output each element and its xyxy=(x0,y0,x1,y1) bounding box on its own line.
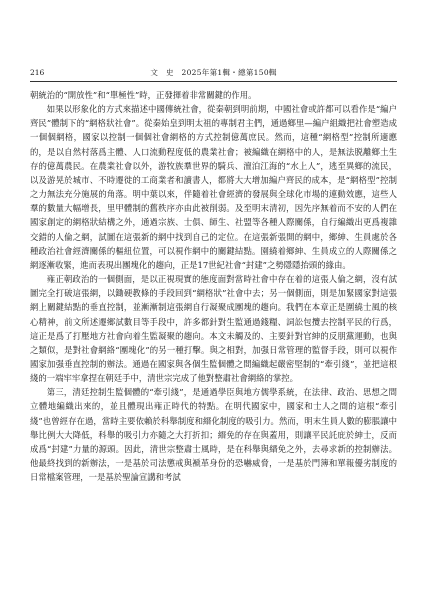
journal-title: 文 史 2025年第1輯・總第150輯 xyxy=(150,68,277,77)
header-rule xyxy=(30,81,397,82)
paragraph: 雍正朝政治的一個側面，是以正視現實的態度面對當時社會中存在着的這張人倫之網，沒有試圖完全打破這張網，以鋤硬教條的手段回到“網格狀”社會中去；另一個側面，則是加緊國家對這張網上關鍵結點的垂直控制，並漸漸制這張網自行凝聚成團塊的趨向。我們在本章正是圍繞士風的核心精神，前文所述遷鄉試數目等手段中，許多都針對生監通過錢糧、詞訟包攬去控制平民的行爲，這正是爲了打壓地方社會向着生監凝聚的趨向。本文未觸及的、主要針對官紳的反朋黨運動，也與之類似，是對社會網絡“團塊化”的另一種打擊。與之相對，加强日常管理的監督手段，則可以視作國家加强垂直控制的辦法。通過在國家與各個生監個體之間編織起嚴密堅制的“牽引綫”，並把這根綫的一端牢牢拿捏在朝廷手中，清世宗完成了他對整肅社會網絡的掌控。 xyxy=(30,274,397,384)
running-header xyxy=(30,67,397,79)
paragraph: 如果以形象化的方式來描述中國傳統社會，從秦朝到明前期，中國社會或許都可以看作是“編户齊民”體制下的“網格狀社會”。從秦始皇到明太祖的專制君主們，通過鄉里—編户組織把社會塑造成一個個網格，國家以控制一個個社會網格的方式控制億萬庶民。然而，這種“網格型”控制所適應的，是以自然村落爲主體、人口流動程度低的農業社會；被編織在網格中的人，是無法脱離鄉土生存的億萬農民。在農業社會以外，游牧族羣世界的騎兵、澶泊江海的“水上人”，逃至異鄉的流民，以及游晃於城市、不時遷徙的工商業者和讀書人，都將大大增加編户齊民的成本，是“網格型”控制之力無法充分施展的角落。明中葉以來，伴隨着社會經濟的發展與全球化市場的連動效應，這些人羣的數量大幅增長，里甲體制的舊秩序亦由此被削弱。及至明末清初，因先序無着而不安的人們在國家創定的網格狀結構之外，通過宗族、士俱、師生、社盟等各種人際關係，自行編織出更爲複雜交錯的人倫之網，試圖在這張新的網中找到自己的定位。在這張新張開的網中，鄉紳、生員處於各種政治社會經濟關係的樞紐位置，可以視作網中的關鍵結點。園繞着鄉紳、生員成立的人際關係之網逐漸收緊，進而表現出團塊化的趨向，正是17世紀社會“封建”之勢隱隱抬頭的緣由。 xyxy=(30,104,397,270)
article-body xyxy=(30,88,397,484)
page-number: 216 xyxy=(30,68,45,77)
paragraph-continuation: 朝統治的“開放性”和“單極性”時，正發揮着非常關鍵的作用。 xyxy=(30,90,257,100)
paragraph: 第三，清廷控制生監個體的“牽引綫”，是通過學臣與地方儒學系統，在法律、政治、思想之間立體地編織出來的，並且體現出雍正時代的特點。在明代國家中，國家和士人之間的這根“牽引綫”也曾經存在過，當時主要依賴於科舉制度和縉化制度的吸引力。然而，明末生員人數的膨脹讓中舉比例大大降低，科舉的吸引力亦隨之大打折扣；縉免的存在與蓋用，則讓平民託庇於紳士，反而成爲“封建”力量的源頭。因此，清世宗整肅士風時，是在科舉與縉免之外，去尋求新的控制辦法。他最終找到的新辦法，一是基於司法懲戒與褫革身份的恐嚇威脅，一是基於門簿和單報優劣制度的日常檔案管理，一是基於聖論宣講和考試 xyxy=(30,387,397,483)
